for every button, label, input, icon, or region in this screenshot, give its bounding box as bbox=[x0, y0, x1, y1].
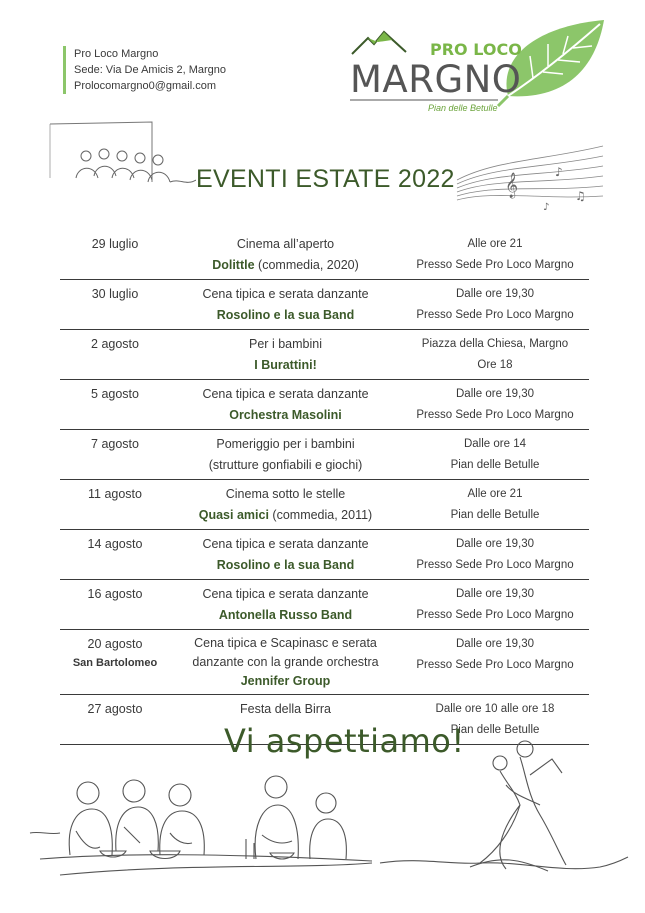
event-time: Dalle ore 10 alle ore 18 bbox=[435, 703, 555, 715]
event-time: Dalle ore 19,30 bbox=[456, 288, 534, 300]
event-name: Orchestra Masolini bbox=[229, 408, 342, 422]
event-date bbox=[60, 280, 170, 330]
dancing-couple-sketch-icon bbox=[380, 741, 628, 871]
music-notes-staff-icon bbox=[455, 140, 605, 220]
event-date-text: 11 agosto bbox=[88, 487, 142, 501]
svg-text:♪: ♪ bbox=[555, 165, 563, 179]
event-line1: Pomeriggio per i bambini bbox=[216, 437, 355, 451]
event-name: Rosolino e la sua Band bbox=[216, 558, 355, 572]
event-name: Rosolino e la sua Band bbox=[216, 308, 355, 322]
event-date bbox=[60, 530, 170, 580]
event-time: Dalle ore 19,30 bbox=[456, 538, 534, 550]
event-line1: Cinema all’aperto bbox=[236, 237, 335, 251]
event-date bbox=[60, 330, 170, 380]
event-line1: Cena tipica e serata danzante bbox=[202, 287, 369, 301]
event-date-text: 7 agosto bbox=[91, 437, 139, 451]
event-date-text: 5 agosto bbox=[91, 387, 139, 401]
logo-top-text: PRO LOCO bbox=[430, 40, 522, 59]
event-place bbox=[401, 330, 589, 380]
table-row bbox=[60, 230, 589, 280]
event-location: Pian delle Betulle bbox=[450, 724, 540, 736]
event-date-text: 14 agosto bbox=[87, 537, 143, 551]
event-date-text: 20 agosto bbox=[87, 637, 143, 651]
event-date bbox=[60, 630, 170, 695]
event-location: Ore 18 bbox=[477, 359, 513, 371]
svg-text:𝄞: 𝄞 bbox=[505, 173, 519, 198]
svg-text:♫: ♫ bbox=[575, 189, 586, 203]
svg-text:♪: ♪ bbox=[543, 202, 550, 213]
event-name: Jennifer Group bbox=[240, 674, 331, 688]
logo-subtitle: Pian delle Betulle bbox=[428, 103, 498, 113]
event-description bbox=[170, 630, 401, 695]
table-row bbox=[60, 430, 589, 480]
event-date bbox=[60, 480, 170, 530]
event-date-text: 2 agosto bbox=[91, 337, 139, 351]
bottom-illustration bbox=[0, 735, 645, 913]
table-row bbox=[60, 280, 589, 330]
event-time: Alle ore 21 bbox=[467, 238, 523, 250]
logo bbox=[348, 16, 610, 116]
event-line1: Festa della Birra bbox=[239, 702, 331, 716]
event-time: Dalle ore 19,30 bbox=[456, 388, 534, 400]
event-line1: Cena tipica e serata danzante bbox=[202, 587, 369, 601]
event-name: Antonella Russo Band bbox=[218, 608, 353, 622]
events-table bbox=[60, 230, 589, 745]
event-description bbox=[170, 280, 401, 330]
event-location: Presso Sede Pro Loco Margno bbox=[416, 659, 574, 671]
event-time: Dalle ore 19,30 bbox=[456, 638, 534, 650]
contact-block bbox=[63, 46, 226, 94]
event-date-sub: San Bartolomeo bbox=[72, 657, 158, 669]
event-line1: Cinema sotto le stelle bbox=[225, 487, 346, 501]
table-row bbox=[60, 630, 589, 695]
event-description bbox=[170, 230, 401, 280]
event-description bbox=[170, 480, 401, 530]
event-time: Piazza della Chiesa, Margno bbox=[421, 338, 569, 350]
table-row bbox=[60, 530, 589, 580]
event-name: I Burattini! bbox=[254, 358, 317, 372]
dining-people-sketch-icon bbox=[30, 776, 372, 875]
event-date-text: 27 agosto bbox=[87, 702, 143, 716]
contact-email: Prolocomargno0@gmail.com bbox=[74, 80, 217, 92]
event-location: Pian delle Betulle bbox=[450, 459, 540, 471]
event-place bbox=[401, 430, 589, 480]
event-date bbox=[60, 380, 170, 430]
event-place bbox=[401, 230, 589, 280]
page-title: EVENTI ESTATE 2022 bbox=[196, 165, 455, 193]
table-row bbox=[60, 580, 589, 630]
event-extra: (commedia, 2020) bbox=[254, 258, 359, 272]
event-place bbox=[401, 480, 589, 530]
closing-message: Vi aspettiamo! bbox=[224, 722, 465, 760]
event-place bbox=[401, 630, 589, 695]
event-line1: Cena tipica e serata danzante bbox=[202, 387, 369, 401]
event-place bbox=[401, 530, 589, 580]
event-location: Presso Sede Pro Loco Margno bbox=[416, 609, 574, 621]
table-row bbox=[60, 330, 589, 380]
event-date-text: 29 luglio bbox=[91, 237, 139, 251]
event-location: Presso Sede Pro Loco Margno bbox=[416, 559, 574, 571]
event-name: Quasi amici bbox=[198, 508, 269, 522]
event-description bbox=[170, 430, 401, 480]
event-description bbox=[170, 530, 401, 580]
logo-main-text: MARGNO bbox=[350, 58, 522, 101]
contact-address: Sede: Via De Amicis 2, Margno bbox=[74, 64, 227, 76]
event-extra: (commedia, 2011) bbox=[268, 508, 373, 522]
event-time: Dalle ore 19,30 bbox=[456, 588, 534, 600]
event-date bbox=[60, 580, 170, 630]
table-row bbox=[60, 480, 589, 530]
contact-name: Pro Loco Margno bbox=[74, 48, 159, 60]
event-description bbox=[170, 580, 401, 630]
event-place bbox=[401, 380, 589, 430]
event-location: Presso Sede Pro Loco Margno bbox=[416, 309, 574, 321]
event-line1: Cena tipica e Scapinasc e serata danzante con la grande orchestra bbox=[192, 636, 379, 669]
cinema-audience-sketch-icon bbox=[46, 120, 196, 195]
event-date bbox=[60, 430, 170, 480]
event-location: Presso Sede Pro Loco Margno bbox=[416, 259, 574, 271]
event-date-text: 16 agosto bbox=[87, 587, 143, 601]
event-place bbox=[401, 580, 589, 630]
event-location: Presso Sede Pro Loco Margno bbox=[416, 409, 574, 421]
event-description bbox=[170, 330, 401, 380]
event-time: Alle ore 21 bbox=[467, 488, 523, 500]
event-line1: Per i bambini bbox=[249, 337, 322, 351]
event-date bbox=[60, 230, 170, 280]
event-place bbox=[401, 280, 589, 330]
event-time: Dalle ore 14 bbox=[463, 438, 526, 450]
event-extra: (strutture gonfiabili e giochi) bbox=[208, 458, 363, 472]
event-line1: Cena tipica e serata danzante bbox=[202, 537, 369, 551]
table-row bbox=[60, 380, 589, 430]
event-date-text: 30 luglio bbox=[91, 287, 139, 301]
event-location: Pian delle Betulle bbox=[450, 509, 540, 521]
event-description bbox=[170, 380, 401, 430]
event-name: Dolittle bbox=[212, 258, 255, 272]
